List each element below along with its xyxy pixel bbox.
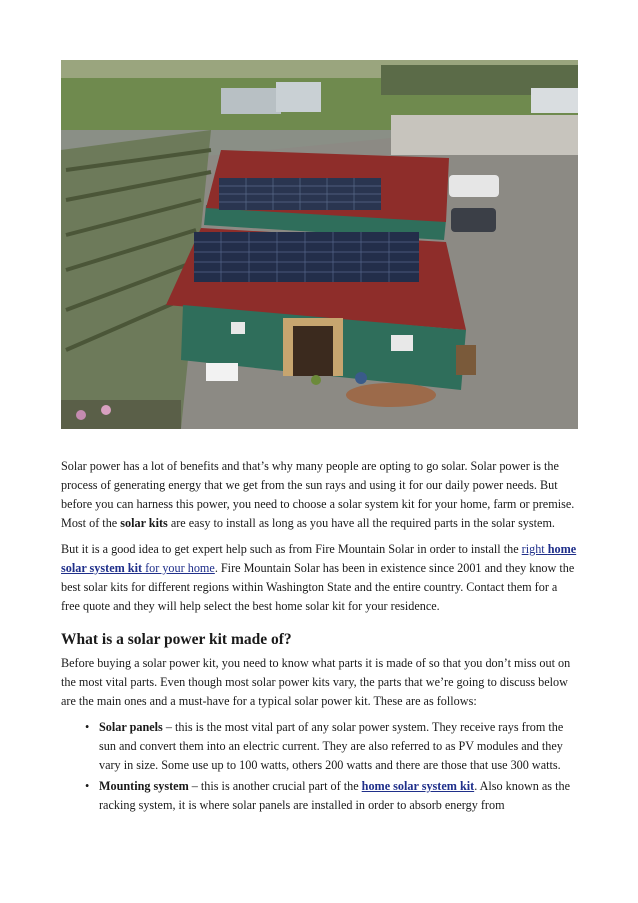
home-solar-system-kit-link-2[interactable] [362,779,475,793]
link-text-for-your-home: for your home [142,561,215,575]
list-item [85,777,578,815]
expert-paragraph [61,540,578,616]
intro-text-end: are easy to install as long as you have all the required parts in the solar system. [167,516,555,530]
list-item-term: Mounting system [99,779,189,793]
expert-text-end: . Fire Mountain Solar has been in existence since 2001 and they know the best solar kits for different regions within Washington State and the entire country. Contact them for a free quote and they will help select the best home solar kit for your residence. [61,561,575,613]
section-heading: What is a solar power kit made of? [61,631,292,648]
solar-roof-photo [61,60,578,429]
list-item-term: Solar panels [99,720,163,734]
parts-intro-paragraph: Before buying a solar power kit, you need to know what parts it is made of so that you don’t miss out on the most vital parts. Even though most solar power kits vary, the parts that we’re going to discuss below are the main ones and a must-have for a typical solar power kit. These are as follows: [61,656,571,708]
intro-text-start: Solar power has a lot of benefits and that’s why many people are opting to go solar. Solar power is the process of generating energy that we get from the sun rays and using it for our daily power needs. But before you can harness this power, you need to choose a solar system kit for your home, farm or premise. Most of the [61,459,575,530]
list-item-text: – this is the most vital part of any solar power system. They receive rays from the sun and convert them into an electric current. They are also referred to as PV modules and they vary in size. Some use up to 100 watts, others 200 watts and there are those that use 300 watts. [99,720,564,772]
bullet-icon: • [85,720,90,734]
article-body [61,457,578,817]
bullet-icon: • [85,779,90,793]
intro-paragraph [61,457,578,533]
solar-kits-emphasis: solar kits [120,516,168,530]
link-text-bold: home solar system kit [61,542,577,575]
parts-list [61,718,578,815]
link-text-bold: home solar system kit [361,779,475,793]
link-text-right: right [521,542,548,556]
list-item-text-end: . Also known as the racking system, it is where solar panels are installed in order to absorb energy from [99,779,570,812]
photo-illustration [61,60,578,429]
list-item [85,718,578,775]
expert-text-start: But it is a good idea to get expert help such as from Fire Mountain Solar in order to install the [61,542,522,556]
list-item-text-start: – this is another crucial part of the [188,779,362,793]
